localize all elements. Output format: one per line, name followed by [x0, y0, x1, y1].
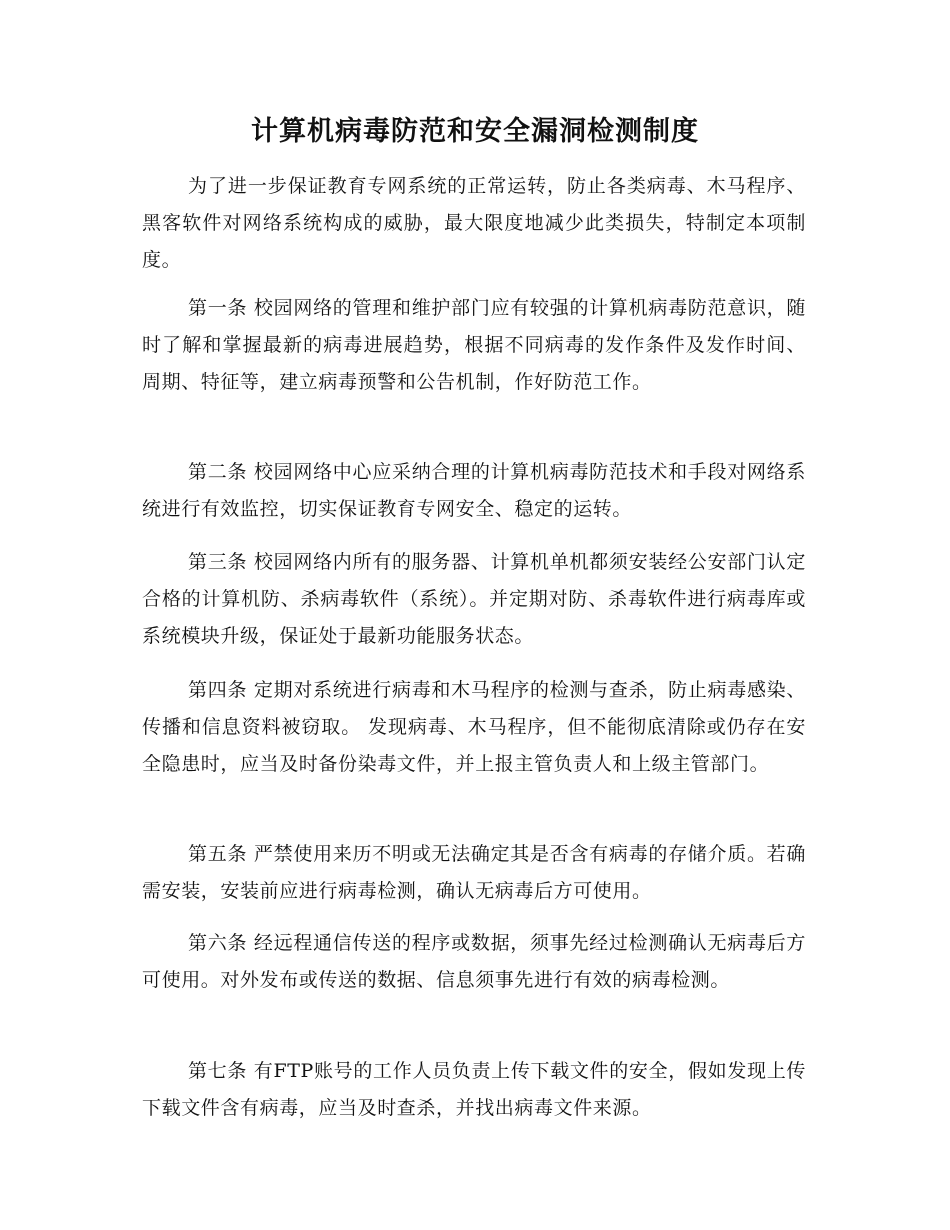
article-1-paragraph: 第一条 校园网络的管理和维护部门应有较强的计算机病毒防范意识，随时了解和掌握最新的病毒进展趋势，根据不同病毒的发作条件及发作时间、周期、特征等，建立病毒预警和公告机制，作好防范工作。 — [142, 297, 806, 393]
article-3-paragraph: 第三条 校园网络内所有的服务器、计算机单机都须安装经公安部门认定合格的计算机防、杀病毒软件（系统）。并定期对防、杀毒软件进行病毒库或系统模块升级，保证处于最新功能服务状态。 — [142, 551, 806, 647]
article-2-paragraph: 第二条 校园网络中心应采纳合理的计算机病毒防范技术和手段对网络系统进行有效监控，切实保证教育专网安全、稳定的运转。 — [142, 461, 806, 520]
document-title: 计算机病毒防范和安全漏洞检测制度 — [251, 116, 699, 147]
article-5-paragraph: 第五条 严禁使用来历不明或无法确定其是否含有病毒的存储介质。若确需安装，安装前应进行病毒检测，确认无病毒后方可使用。 — [142, 843, 806, 902]
intro-paragraph: 为了进一步保证教育专网系统的正常运转，防止各类病毒、木马程序、黑客软件对网络系统构成的威胁，最大限度地减少此类损失，特制定本项制度。 — [142, 175, 806, 271]
article-7-paragraph: 第七条 有FTP账号的工作人员负责上传下载文件的安全，假如发现上传下载文件含有病毒，应当及时查杀，并找出病毒文件来源。 — [142, 1060, 806, 1119]
article-4-paragraph: 第四条 定期对系统进行病毒和木马程序的检测与查杀，防止病毒感染、传播和信息资料被窃取。 发现病毒、木马程序，但不能彻底清除或仍存在安全隐患时，应当及时备份染毒文件，并上报主管负责人和上级主管部门。 — [142, 679, 806, 775]
article-6-paragraph: 第六条 经远程通信传送的程序或数据，须事先经过检测确认无病毒后方可使用。对外发布或传送的数据、信息须事先进行有效的病毒检测。 — [142, 932, 806, 991]
